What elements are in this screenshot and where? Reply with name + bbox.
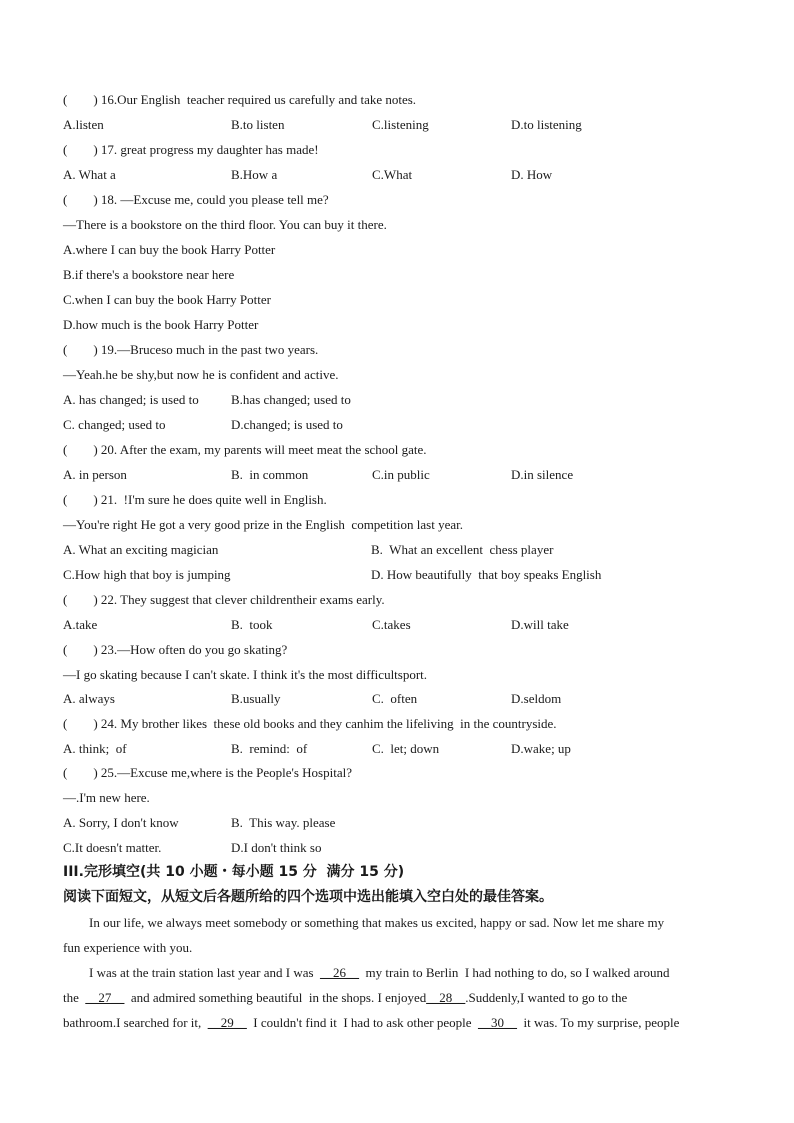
question-21-dialogue: —You're right He got a very good prize in the English competition last year. bbox=[63, 517, 463, 532]
option-d: D.seldom bbox=[511, 691, 562, 706]
question-24-stem: ( ) 24. My brother likes these old books and they canhim the lifeliving in the countryside. bbox=[63, 716, 557, 731]
question-21-options-row-1 bbox=[63, 542, 743, 558]
passage-text: I couldn't find it I had to ask other people bbox=[246, 1015, 478, 1030]
option-a: A. What an exciting magician bbox=[63, 542, 219, 557]
option-c: C.when I can buy the book Harry Potter bbox=[63, 292, 271, 307]
question-23-options bbox=[63, 691, 743, 707]
option-c: C. often bbox=[372, 691, 418, 706]
question-25-options-row-1 bbox=[63, 815, 743, 831]
question-19-dialogue: —Yeah.he be shy,but now he is confident and active. bbox=[63, 367, 339, 382]
option-b: B. in common bbox=[231, 467, 309, 482]
option-b: B.has changed; used to bbox=[231, 392, 351, 407]
question-19-options-row-1 bbox=[63, 392, 743, 408]
option-d: D.to listening bbox=[511, 117, 582, 132]
option-d: D. How bbox=[511, 167, 553, 182]
passage-text: and admired something beautiful in the shops. I enjoyed bbox=[124, 990, 427, 1005]
passage-text: I was at the train station last year and I was bbox=[63, 965, 321, 980]
option-b: B.How a bbox=[231, 167, 278, 182]
option-c: C.takes bbox=[372, 617, 411, 632]
question-23-stem: ( ) 23.—How often do you go skating? bbox=[63, 642, 288, 657]
option-a: A. in person bbox=[63, 467, 127, 482]
question-21-stem: ( ) 21. !I'm sure he does quite well in English. bbox=[63, 492, 327, 507]
option-b: B. took bbox=[231, 617, 273, 632]
passage-line bbox=[63, 1015, 679, 1031]
option-b: B. remind: of bbox=[231, 741, 308, 756]
passage-text: .Suddenly,I wanted to go to the bbox=[465, 990, 628, 1005]
option-a: A. Sorry, I don't know bbox=[63, 815, 179, 830]
question-21-options-row-2 bbox=[63, 567, 743, 583]
option-a: A.take bbox=[63, 617, 98, 632]
passage-text: the bbox=[63, 990, 86, 1005]
blank-26: __26__ bbox=[320, 965, 360, 980]
question-22-options bbox=[63, 617, 743, 633]
blank-28: __28__ bbox=[426, 990, 466, 1005]
option-c: C.How high that boy is jumping bbox=[63, 567, 231, 582]
question-20-stem: ( ) 20. After the exam, my parents will meet meat the school gate. bbox=[63, 442, 427, 457]
option-c: C. changed; used to bbox=[63, 417, 166, 432]
question-16-stem: ( ) 16.Our English teacher required us carefully and take notes. bbox=[63, 92, 417, 107]
option-d: D.I don't think so bbox=[231, 840, 322, 855]
option-d: D.wake; up bbox=[511, 741, 571, 756]
question-19-stem: ( ) 19.—Bruceso much in the past two years. bbox=[63, 342, 319, 357]
passage-line: In our life, we always meet somebody or something that makes us excited, happy or sad. Now let me share my bbox=[63, 915, 665, 930]
question-25-stem: ( ) 25.—Excuse me,where is the People's Hospital? bbox=[63, 765, 352, 780]
question-17-options bbox=[63, 167, 743, 183]
question-24-options bbox=[63, 741, 743, 757]
option-c: C.in public bbox=[372, 467, 430, 482]
option-c: C. let; down bbox=[372, 741, 440, 756]
passage-line bbox=[63, 990, 627, 1006]
option-a: A. think; of bbox=[63, 741, 127, 756]
passage-line: fun experience with you. bbox=[63, 940, 193, 955]
question-20-options bbox=[63, 467, 743, 483]
option-a: A.listen bbox=[63, 117, 104, 132]
question-17-stem: ( ) 17. great progress my daughter has made! bbox=[63, 142, 319, 157]
question-18-dialogue: —There is a bookstore on the third floor. You can buy it there. bbox=[63, 217, 387, 232]
option-c: C.It doesn't matter. bbox=[63, 840, 162, 855]
option-c: C.What bbox=[372, 167, 413, 182]
option-b: B. This way. please bbox=[231, 815, 336, 830]
blank-29: __29__ bbox=[207, 1015, 247, 1030]
option-a: A. has changed; is used to bbox=[63, 392, 199, 407]
passage-text: it was. To my surprise, people bbox=[517, 1015, 680, 1030]
option-a: A. What a bbox=[63, 167, 116, 182]
question-18-stem: ( ) 18. —Excuse me, could you please tell me? bbox=[63, 192, 329, 207]
option-c: C.listening bbox=[372, 117, 429, 132]
question-25-dialogue: —.I'm new here. bbox=[63, 790, 150, 805]
section-instruction: 阅读下面短文，从短文后各题所给的四个选项中选出能填入空白处的最佳答案。 bbox=[63, 889, 553, 905]
passage-text: my train to Berlin I had nothing to do, so I walked around bbox=[359, 965, 670, 980]
option-d: D.in silence bbox=[511, 467, 574, 482]
option-b: B.if there's a bookstore near here bbox=[63, 267, 235, 282]
blank-27: __27__ bbox=[85, 990, 125, 1005]
question-23-dialogue: —I go skating because I can't skate. I think it's the most difficultsport. bbox=[63, 667, 428, 682]
question-16-options bbox=[63, 117, 743, 133]
question-25-options-row-2 bbox=[63, 840, 743, 856]
question-19-options-row-2 bbox=[63, 417, 743, 433]
passage-line bbox=[63, 965, 670, 981]
option-b: B. What an excellent chess player bbox=[371, 542, 554, 557]
option-b: B.to listen bbox=[231, 117, 285, 132]
option-d: D.how much is the book Harry Potter bbox=[63, 317, 259, 332]
option-d: D.will take bbox=[511, 617, 569, 632]
option-b: B.usually bbox=[231, 691, 281, 706]
blank-30: __30__ bbox=[478, 1015, 517, 1030]
option-a: A.where I can buy the book Harry Potter bbox=[63, 242, 276, 257]
option-d: D. How beautifully that boy speaks English bbox=[371, 567, 602, 582]
passage-text: bathroom.I searched for it, bbox=[63, 1015, 208, 1030]
option-a: A. always bbox=[63, 691, 115, 706]
question-22-stem: ( ) 22. They suggest that clever childrentheir exams early. bbox=[63, 592, 385, 607]
section-title: III.完形填空(共 10 小题・每小题 15 分 满分 15 分) bbox=[63, 864, 405, 880]
option-d: D.changed; is used to bbox=[231, 417, 343, 432]
